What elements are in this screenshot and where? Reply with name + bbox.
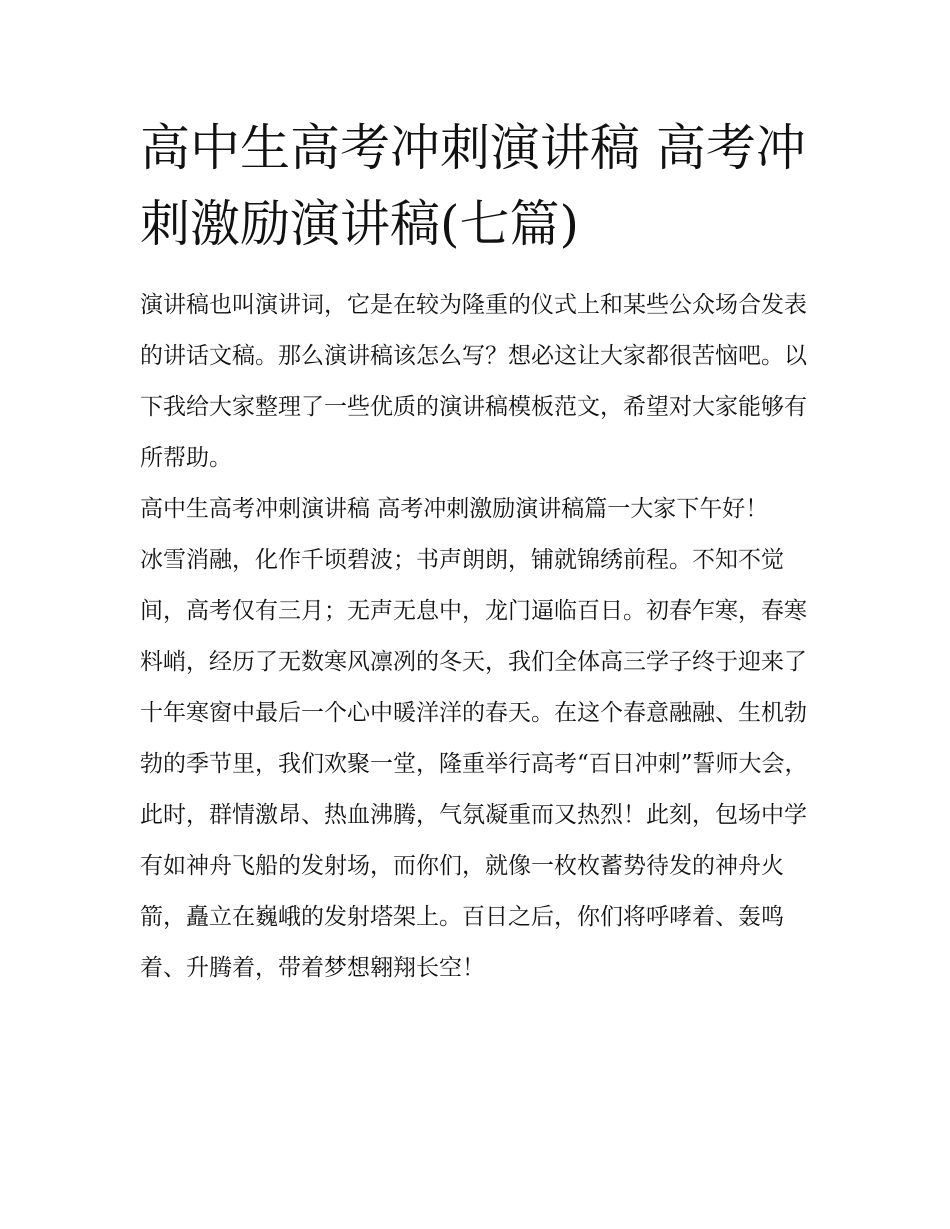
body-paragraph: 冰雪消融，化作千顷碧波；书声朗朗，铺就锦绣前程。不知不觉间，高考仅有三月；无声无息中，龙门逼临百日。初春乍寒，春寒料峭，经历了无数寒风凛冽的冬天，我们全体高三学子终于迎来了十年寒窗中最后一个心中暖洋洋的春天。在这个春意融融、生机勃勃的季节里，我们欢聚一堂，隆重举行高考“百日冲刺”誓师大会，此时，群情激昂、热血沸腾，气氛凝重而又热烈！此刻，包场中学有如神舟飞船的发射场，而你们，就像一枚枚蓄势待发的神舟火箭，矗立在巍峨的发射塔架上。百日之后，你们将呼哮着、轰鸣着、升腾着，带着梦想翱翔长空！ [140,547,808,981]
document-body [140,110,812,994]
section-heading-paragraph: 高中生高考冲刺演讲稿 高考冲刺激励演讲稿篇一大家下午好！ [140,496,769,522]
document-title: 高中生高考冲刺演讲稿 高考冲刺激励演讲稿(七篇) [140,119,806,253]
intro-paragraph: 演讲稿也叫演讲词，它是在较为隆重的仪式上和某些公众场合发表的讲话文稿。那么演讲稿该怎么写？想必这让大家都很苦恼吧。以下我给大家整理了一些优质的演讲稿模板范文，希望对大家能够有所帮助。 [140,292,807,471]
